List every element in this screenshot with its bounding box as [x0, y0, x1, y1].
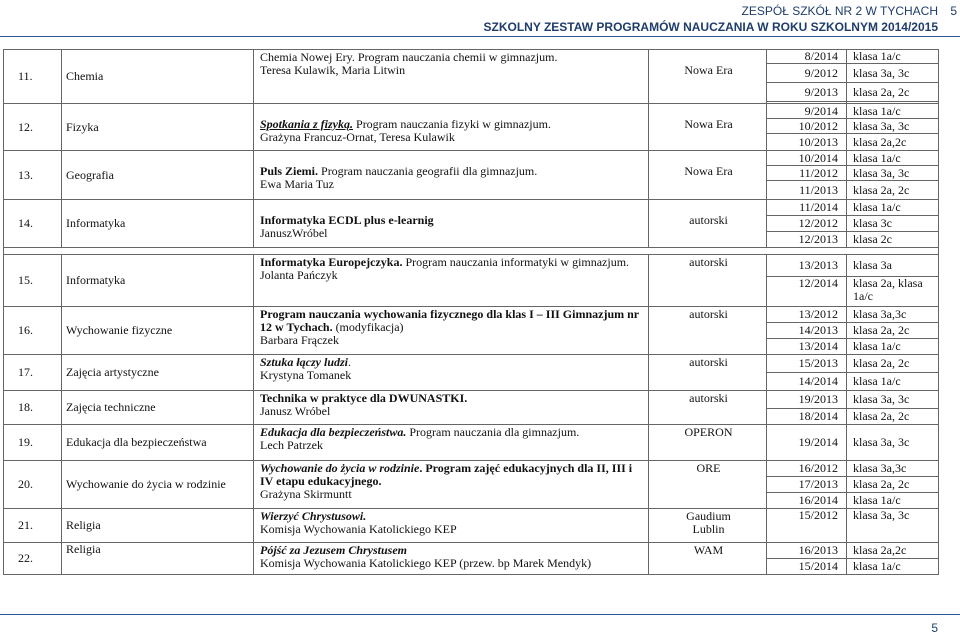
publisher-name: WAM [693, 543, 724, 557]
subject: Chemia [62, 50, 254, 104]
row-number: 12. [4, 104, 62, 151]
page-number-top: 5 [950, 4, 957, 18]
program [254, 307, 649, 355]
class-label: klasa 3c [847, 216, 939, 232]
approval-number: 19/2014 [767, 425, 847, 461]
class-label: klasa 2a, 2c [847, 181, 939, 200]
subject: Religia [62, 509, 254, 543]
program-authors: Teresa Kulawik, Maria Litwin [260, 63, 406, 77]
publisher [649, 461, 767, 509]
class-label: klasa 1a/c [847, 151, 939, 166]
approval-number: 13/2014 [767, 339, 847, 355]
approval-number: 16/2012 [767, 461, 847, 477]
subject: Edukacja dla bezpieczeństwa [62, 425, 254, 461]
class-label: klasa 2c [847, 232, 939, 248]
approval-number: 15/2012 [767, 509, 847, 543]
approval-number: 12/2012 [767, 216, 847, 232]
approval-number: 10/2013 [767, 134, 847, 151]
publisher [649, 391, 767, 425]
row-number: 11. [4, 50, 62, 104]
program-title: Edukacja dla bezpieczeństwa. [260, 425, 407, 439]
subject: Informatyka [62, 255, 254, 307]
row-number: 21. [4, 509, 62, 543]
program-authors: Grażyna Skirmuntt [260, 487, 352, 501]
publisher [649, 355, 767, 391]
class-label: klasa 2a, klasa 1a/c [847, 277, 939, 307]
program [254, 355, 649, 391]
publisher-name: autorski [689, 391, 728, 405]
program-subtitle: Program nauczania informatyki w gimnazjum. [402, 255, 630, 269]
publisher-name: autorski [689, 255, 728, 269]
program-subtitle: Program nauczania fizyki w gimnazjum. [353, 117, 551, 131]
approval-number: 12/2014 [767, 277, 847, 307]
approval-number: 14/2014 [767, 373, 847, 391]
table-row [4, 200, 939, 216]
row-number: 14. [4, 200, 62, 248]
row-number: 15. [4, 255, 62, 307]
class-label: klasa 1a/c [847, 373, 939, 391]
program-authors: Janusz Wróbel [260, 404, 331, 418]
subject: Religia [62, 543, 254, 575]
publisher [649, 104, 767, 151]
table-row [4, 543, 939, 559]
program-subtitle: Program nauczania geografii dla gimnazjum. [318, 164, 538, 178]
publisher-name: autorski [689, 213, 728, 227]
class-label: klasa 3a,3c [847, 307, 939, 323]
row-number: 17. [4, 355, 62, 391]
program-title: Technika w praktyce dla DWUNASTKI. [260, 391, 468, 405]
row-number: 19. [4, 425, 62, 461]
approval-number: 9/2012 [767, 64, 847, 83]
program-authors: Komisja Wychowania Katolickiego KEP [260, 522, 457, 536]
approval-number: 9/2014 [767, 104, 847, 119]
subject: Geografia [62, 151, 254, 200]
publisher-name: Nowa Era [684, 63, 733, 77]
row-number: 18. [4, 391, 62, 425]
table-row [4, 425, 939, 461]
table-row [4, 104, 939, 119]
class-label: klasa 3a,3c [847, 461, 939, 477]
class-label: klasa 3a, 3c [847, 391, 939, 409]
class-label: klasa 1a/c [847, 50, 939, 64]
publisher [649, 425, 767, 461]
approval-number: 9/2013 [767, 83, 847, 102]
row-number: 13. [4, 151, 62, 200]
row-number: 20. [4, 461, 62, 509]
program-title: Wierzyć Chrystusowi. [260, 509, 367, 523]
class-label: klasa 3a, 3c [847, 166, 939, 181]
class-label: klasa 2a,2c [847, 134, 939, 151]
program-title: Chemia Nowej Ery. Program nauczania chemii w gimnazjum. [260, 50, 558, 64]
class-label: klasa 1a/c [847, 200, 939, 216]
program-title: Program nauczania wychowania fizycznego dla klas I – III Gimnazjum nr 12 w Tychach. [260, 307, 639, 334]
publisher [649, 543, 767, 575]
header-rule [0, 36, 960, 37]
class-label: klasa 3a, 3c [847, 509, 939, 543]
publisher-name: autorski [689, 355, 728, 369]
subject: Zajęcia techniczne [62, 391, 254, 425]
class-label: klasa 3a, 3c [847, 425, 939, 461]
approval-number: 14/2013 [767, 323, 847, 339]
class-label: klasa 3a, 3c [847, 64, 939, 83]
program-subtitle: (modyfikacja) [332, 320, 404, 334]
publisher [649, 509, 767, 543]
approval-number: 11/2013 [767, 181, 847, 200]
program-title: Spotkania z fizyką. [260, 117, 354, 131]
table-row [4, 461, 939, 477]
publisher [649, 151, 767, 200]
table-row [4, 255, 939, 277]
approval-number: 10/2014 [767, 151, 847, 166]
program-subtitle: Program nauczania dla gimnazjum. [406, 425, 580, 439]
program [254, 461, 649, 509]
class-label: klasa 2a, 2c [847, 323, 939, 339]
class-label: klasa 3a [847, 255, 939, 277]
approval-number: 15/2014 [767, 559, 847, 575]
program-authors: Jolanta Pańczyk [260, 268, 338, 282]
approval-number: 18/2014 [767, 409, 847, 425]
row-number: 22. [4, 543, 62, 575]
publisher-city: Lublin [692, 522, 725, 536]
table-row [4, 391, 939, 409]
program-subtitle: . [348, 355, 352, 369]
school-name: ZESPÓŁ SZKÓŁ NR 2 W TYCHACH [741, 4, 938, 18]
approval-number: 12/2013 [767, 232, 847, 248]
program-title: Informatyka Europejczyka. [260, 255, 403, 269]
class-label: klasa 2a, 2c [847, 83, 939, 102]
approval-number: 8/2014 [767, 50, 847, 64]
approval-number: 16/2013 [767, 543, 847, 559]
approval-number: 16/2014 [767, 493, 847, 509]
class-label: klasa 3a, 3c [847, 119, 939, 134]
publisher-name: autorski [689, 307, 728, 321]
subject: Fizyka [62, 104, 254, 151]
program-subtitle: . Program zajęć edukacyjnych dla II, III i IV etapu edukacyjnego. [260, 461, 633, 488]
program-authors: Krystyna Tomanek [260, 368, 352, 382]
program [254, 255, 649, 307]
publisher-name: Gaudium [686, 509, 731, 523]
approval-number: 17/2013 [767, 477, 847, 493]
program [254, 391, 649, 425]
footer-rule [0, 614, 960, 615]
class-label: klasa 1a/c [847, 493, 939, 509]
program-authors: Barbara Frączek [260, 333, 339, 347]
program [254, 151, 649, 200]
table-row [4, 50, 939, 64]
publisher [649, 200, 767, 248]
program [254, 543, 649, 575]
approval-number: 15/2013 [767, 355, 847, 373]
class-label: klasa 1a/c [847, 104, 939, 119]
publisher-name: OPERON [684, 425, 733, 439]
subject: Wychowanie fizyczne [62, 307, 254, 355]
subject: Zajęcia artystyczne [62, 355, 254, 391]
program [254, 104, 649, 151]
class-label: klasa 2a, 2c [847, 409, 939, 425]
approval-number: 19/2013 [767, 391, 847, 409]
approval-number: 11/2012 [767, 166, 847, 181]
program-title: Wychowanie do życia w rodzinie [260, 461, 420, 475]
programs-table [3, 49, 939, 575]
document-title: SZKOLNY ZESTAW PROGRAMÓW NAUCZANIA W ROKU SZKOLNYM 2014/2015 [483, 20, 938, 34]
approval-number: 13/2013 [767, 255, 847, 277]
row-number: 16. [4, 307, 62, 355]
publisher-name: Nowa Era [684, 117, 733, 131]
program-authors: Ewa Maria Tuz [260, 177, 334, 191]
publisher-name: ORE [696, 461, 721, 475]
class-label: klasa 1a/c [847, 339, 939, 355]
approval-number: 10/2012 [767, 119, 847, 134]
table-row [4, 307, 939, 323]
program-authors: Komisja Wychowania Katolickiego KEP (przew. bp Marek Mendyk) [260, 556, 592, 570]
program [254, 425, 649, 461]
program-authors: Lech Patrzek [260, 438, 323, 452]
class-label: klasa 2a, 2c [847, 355, 939, 373]
approval-number: 11/2014 [767, 200, 847, 216]
page-number-bottom: 5 [931, 621, 938, 635]
program [254, 200, 649, 248]
program-title: Puls Ziemi. [260, 164, 319, 178]
table-row [4, 355, 939, 373]
table-row [4, 509, 939, 543]
subject: Informatyka [62, 200, 254, 248]
approval-number: 13/2012 [767, 307, 847, 323]
class-label: klasa 2a, 2c [847, 477, 939, 493]
program-title: Sztuka łączy ludzi [260, 355, 349, 369]
publisher [649, 50, 767, 104]
program-title: Informatyka ECDL plus e-learnig [260, 213, 434, 227]
program [254, 509, 649, 543]
program-title: Pójść za Jezusem Chrystusem [260, 543, 408, 557]
program-authors: Grażyna Francuz-Ornat, Teresa Kulawik [260, 130, 455, 144]
publisher [649, 255, 767, 307]
program-authors: JanuszWróbel [260, 226, 328, 240]
publisher-name: Nowa Era [684, 164, 733, 178]
table-row [4, 151, 939, 166]
subject: Wychowanie do życia w rodzinie [62, 461, 254, 509]
class-label: klasa 1a/c [847, 559, 939, 575]
publisher [649, 307, 767, 355]
program [254, 50, 649, 104]
class-label: klasa 2a,2c [847, 543, 939, 559]
